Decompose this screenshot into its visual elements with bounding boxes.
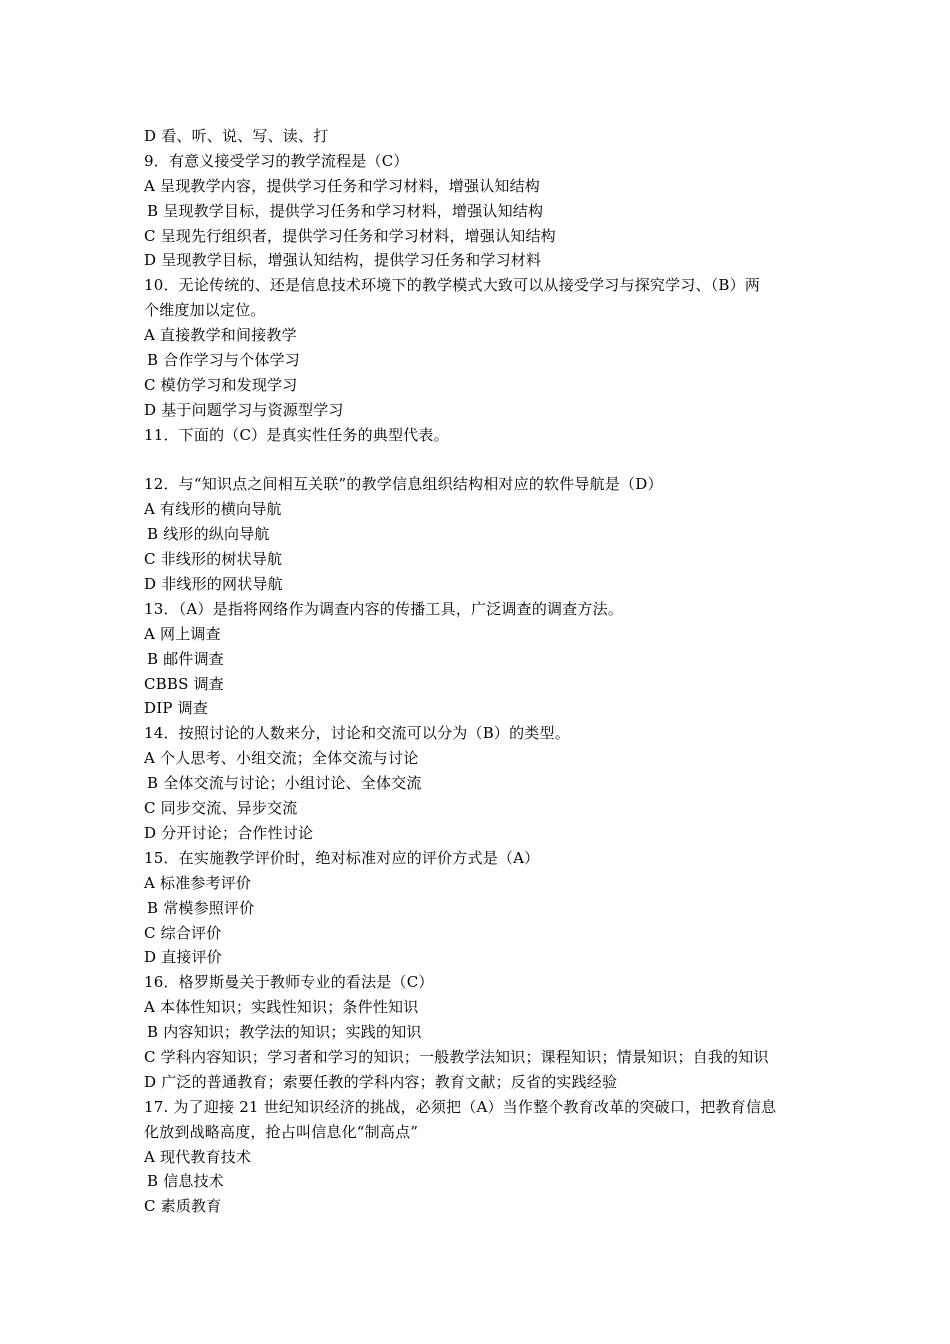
text-line: 10．无论传统的、还是信息技术环境下的教学模式大致可以从接受学习与探究学习、（B）两 — [144, 276, 761, 295]
text-line: 17. 为了迎接 21 世纪知识经济的挑战，必须把（A）当作整个教育改革的突破口，把教育信息 — [144, 1097, 777, 1116]
text-line: C 素质教育 — [144, 1197, 222, 1216]
text-line: B 呈现教学目标，提供学习任务和学习材料，增强认知结构 — [147, 201, 544, 220]
text-line: 个维度加以定位。 — [144, 301, 266, 320]
text-line: C 同步交流、异步交流 — [144, 799, 298, 818]
text-line: D 基于问题学习与资源型学习 — [144, 400, 344, 419]
text-line: 12．与“知识点之间相互关联”的教学信息组织结构相对应的软件导航是（D） — [144, 475, 663, 494]
text-line: D 直接评价 — [144, 948, 222, 967]
text-line: B 全体交流与讨论；小组讨论、全体交流 — [147, 774, 422, 793]
text-line: D 看、听、说、写、读、打 — [144, 127, 329, 145]
text-line: CBBS 调查 — [144, 674, 224, 693]
text-line: A 呈现教学内容，提供学习任务和学习材料，增强认知结构 — [144, 176, 541, 195]
document-body — [144, 124, 814, 1219]
text-line: 15．在实施教学评价时，绝对标准对应的评价方式是（A） — [144, 848, 540, 867]
text-line: D 非线形的网状导航 — [144, 575, 283, 594]
text-line: 13．（A）是指将网络作为调查内容的传播工具，广泛调查的调查方法。 — [144, 599, 624, 618]
text-line: D 分开讨论；合作性讨论 — [144, 823, 314, 842]
text-line: B 合作学习与个体学习 — [147, 351, 300, 370]
text-line: 化放到战略高度，抢占叫信息化“制高点” — [144, 1122, 419, 1141]
text-line: B 线形的纵向导航 — [147, 525, 270, 544]
text-line: A 标准参考评价 — [144, 873, 252, 892]
text-line: B 内容知识；教学法的知识；实践的知识 — [147, 1023, 422, 1042]
text-line: A 现代教育技术 — [144, 1147, 252, 1166]
text-line: B 常模参照评价 — [147, 898, 255, 917]
text-line: 9．有意义接受学习的教学流程是（C） — [144, 151, 409, 170]
text-line: 16．格罗斯曼关于教师专业的看法是（C） — [144, 973, 434, 992]
text-line: A 本体性知识；实践性知识；条件性知识 — [144, 998, 419, 1017]
text-line: B 信息技术 — [147, 1172, 224, 1191]
text-line: C 呈现先行组织者，提供学习任务和学习材料，增强认知结构 — [144, 226, 556, 245]
text-line: A 个人思考、小组交流；全体交流与讨论 — [144, 749, 419, 768]
text-line: A 直接教学和间接教学 — [144, 326, 297, 345]
text-line: 14．按照讨论的人数来分，讨论和交流可以分为（B）的类型。 — [144, 724, 570, 743]
text-line: 11．下面的（C）是真实性任务的典型代表。 — [144, 425, 449, 444]
text-line: A 网上调查 — [144, 624, 221, 643]
text-line: C 模仿学习和发现学习 — [144, 375, 298, 394]
text-line: D 呈现教学目标，增强认知结构，提供学习任务和学习材料 — [144, 251, 542, 270]
text-line: C 学科内容知识；学习者和学习的知识；一般教学法知识；课程知识；情景知识；自我的知识 — [144, 1047, 769, 1066]
text-line: B 邮件调查 — [147, 649, 224, 668]
text-line: C 综合评价 — [144, 923, 222, 942]
blank-line — [144, 448, 814, 473]
text-line: D 广泛的普通教育；索要任教的学科内容；教育文献；反省的实践经验 — [144, 1072, 618, 1091]
text-line: C 非线形的树状导航 — [144, 550, 283, 569]
text-line: DIP 调查 — [144, 699, 209, 718]
text-line: A 有线形的横向导航 — [144, 500, 282, 519]
